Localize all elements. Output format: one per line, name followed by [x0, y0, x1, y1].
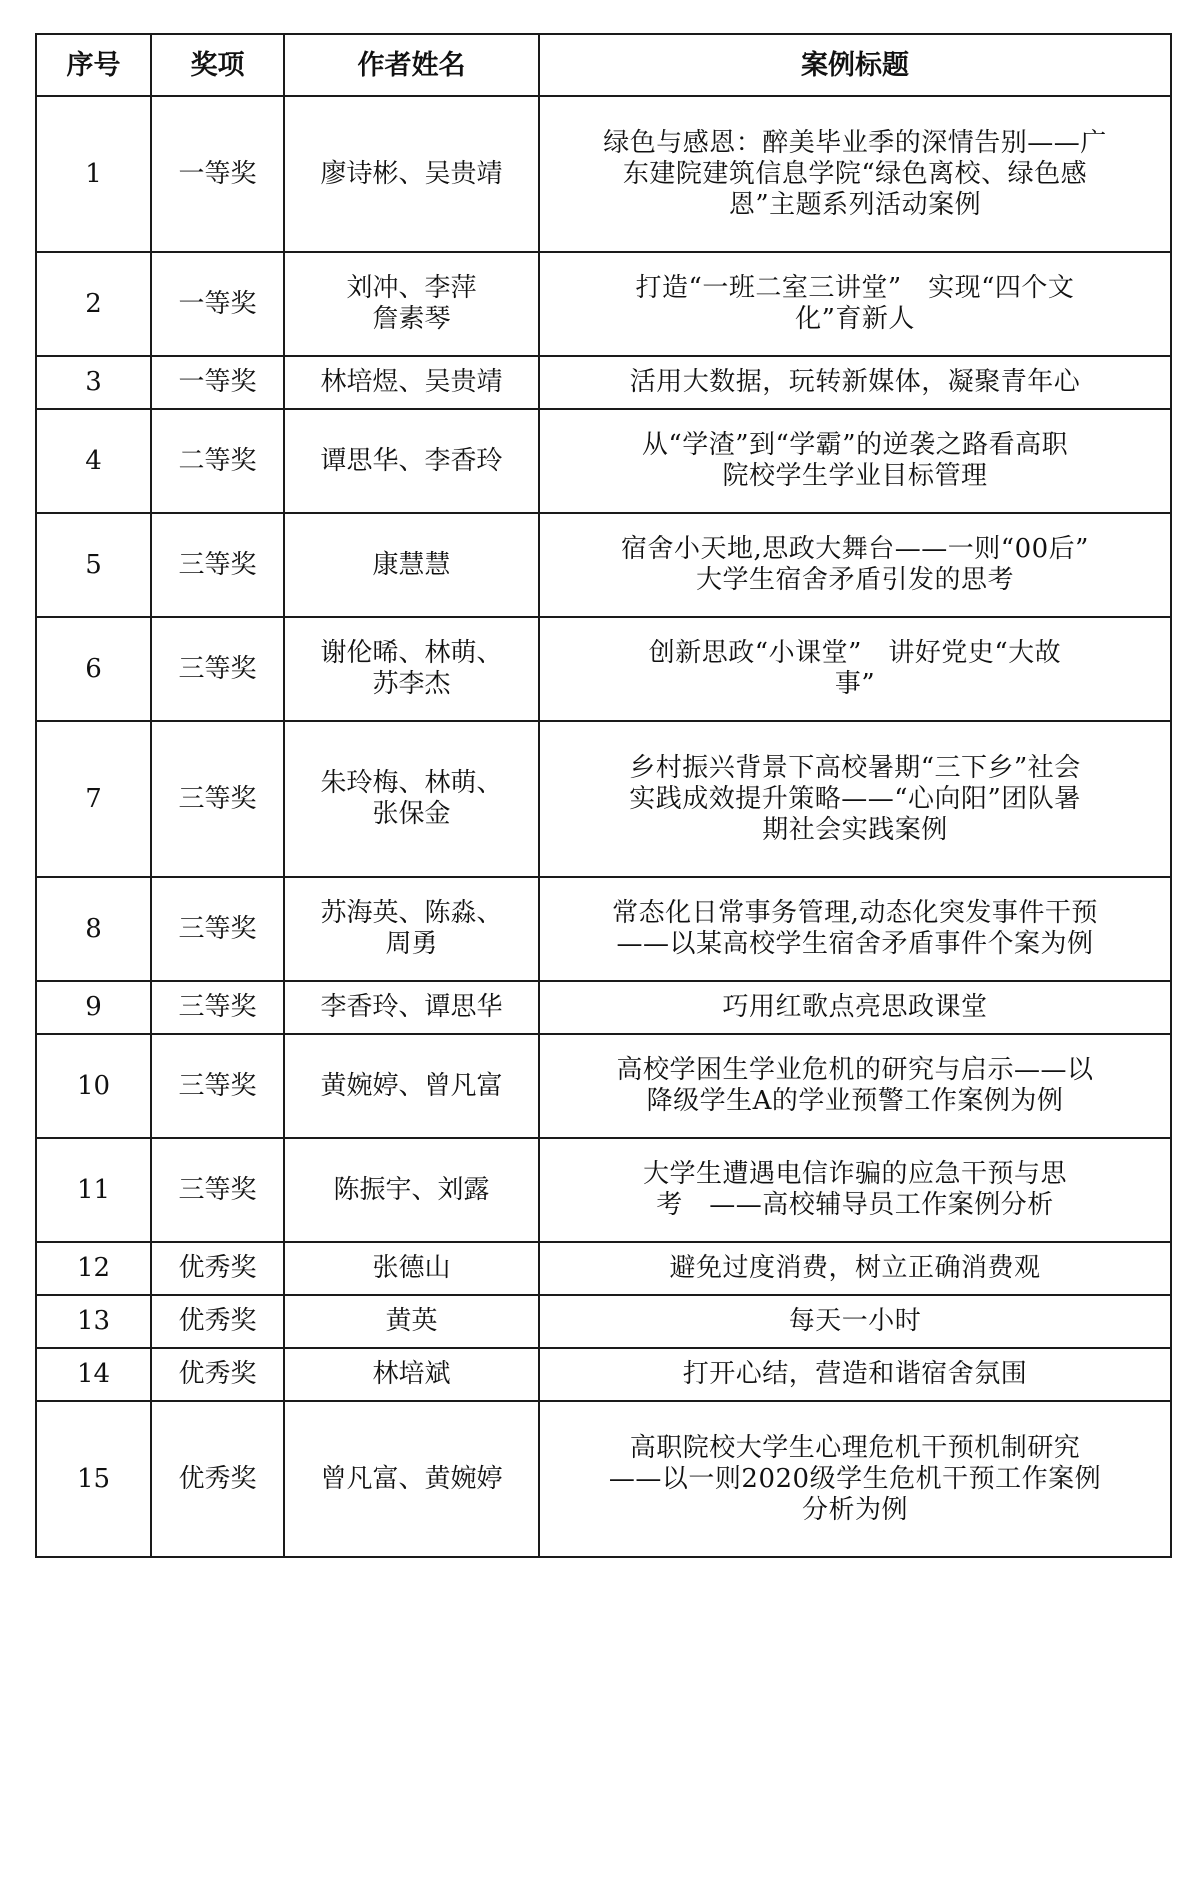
row-number: 3	[36, 356, 151, 409]
title-line: 大学生遭遇电信诈骗的应急干预与思	[642, 1159, 1067, 1189]
row-case-title	[539, 356, 1171, 409]
row-number: 14	[36, 1348, 151, 1401]
author-line: 谢伦晞、林萌、	[320, 638, 503, 668]
table-row	[36, 409, 1171, 513]
author-line: 张德山	[372, 1253, 451, 1283]
table-row	[36, 1034, 1171, 1138]
title-line: 东建院建筑信息学院“绿色离校、绿色感	[622, 158, 1088, 189]
row-award: 优秀奖	[151, 1348, 284, 1401]
header-number: 序号	[36, 34, 151, 96]
author-line: 曾凡富、黄婉婷	[320, 1463, 503, 1494]
title-line: 恩”主题系列活动案例	[728, 189, 982, 220]
row-number: 1	[36, 96, 151, 252]
title-line: 考 ——高校辅导员工作案例分析	[656, 1190, 1054, 1220]
row-number: 15	[36, 1401, 151, 1557]
title-line: ——以某高校学生宿舍矛盾事件个案为例	[616, 929, 1094, 959]
title-line: 每天一小时	[788, 1306, 922, 1336]
row-number: 12	[36, 1242, 151, 1295]
table-row	[36, 1295, 1171, 1348]
row-authors	[284, 981, 539, 1034]
author-line: 刘冲、李萍	[346, 273, 477, 303]
row-authors	[284, 96, 539, 252]
author-line: 陈振宇、刘露	[333, 1174, 490, 1205]
title-line: 打造“一班二室三讲堂” 实现“四个文	[635, 273, 1075, 303]
title-line: 实践成效提升策略——“心向阳”团队暑	[629, 783, 1081, 814]
row-case-title	[539, 252, 1171, 356]
row-authors	[284, 513, 539, 617]
row-authors	[284, 356, 539, 409]
row-case-title	[539, 1034, 1171, 1138]
title-line: 从“学渣”到“学霸”的逆袭之路看高职	[641, 430, 1069, 460]
row-case-title	[539, 981, 1171, 1034]
table-row	[36, 96, 1171, 252]
table-row	[36, 252, 1171, 356]
row-case-title	[539, 1242, 1171, 1295]
author-line: 李香玲、谭思华	[320, 992, 503, 1022]
row-number: 6	[36, 617, 151, 721]
title-line: 分析为例	[801, 1494, 908, 1525]
title-line: 巧用红歌点亮思政课堂	[722, 992, 988, 1022]
author-line: 周勇	[385, 929, 438, 959]
row-award: 三等奖	[151, 981, 284, 1034]
row-award: 一等奖	[151, 356, 284, 409]
row-authors	[284, 617, 539, 721]
title-line: 避免过度消费，树立正确消费观	[669, 1253, 1041, 1283]
title-line: 绿色与感恩：醉美毕业季的深情告别——广	[603, 127, 1107, 158]
row-award: 优秀奖	[151, 1295, 284, 1348]
title-line: 化”育新人	[795, 304, 915, 334]
table-row	[36, 617, 1171, 721]
row-number: 4	[36, 409, 151, 513]
row-authors	[284, 1348, 539, 1401]
row-number: 13	[36, 1295, 151, 1348]
row-case-title	[539, 1295, 1171, 1348]
row-award: 一等奖	[151, 96, 284, 252]
row-authors	[284, 877, 539, 981]
title-line: 高职院校大学生心理危机干预机制研究	[629, 1432, 1081, 1463]
row-case-title	[539, 1348, 1171, 1401]
table-row	[36, 1401, 1171, 1557]
row-case-title	[539, 617, 1171, 721]
row-case-title	[539, 721, 1171, 877]
header-row	[36, 34, 1171, 96]
row-award: 三等奖	[151, 617, 284, 721]
title-line: 期社会实践案例	[762, 814, 948, 845]
row-number: 7	[36, 721, 151, 877]
row-award: 三等奖	[151, 721, 284, 877]
row-number: 8	[36, 877, 151, 981]
author-line: 谭思华、李香玲	[320, 445, 503, 476]
header-case-title: 案例标题	[539, 34, 1171, 96]
header-award: 奖项	[151, 34, 284, 96]
author-line: 朱玲梅、林萌、	[320, 768, 503, 798]
author-line: 林培斌	[372, 1359, 451, 1389]
row-case-title	[539, 409, 1171, 513]
row-number: 11	[36, 1138, 151, 1242]
table-row	[36, 1242, 1171, 1295]
row-award: 三等奖	[151, 513, 284, 617]
row-number: 2	[36, 252, 151, 356]
row-number: 9	[36, 981, 151, 1034]
row-award: 优秀奖	[151, 1242, 284, 1295]
author-line: 廖诗彬、吴贵靖	[320, 158, 503, 189]
author-line: 张保金	[372, 799, 451, 829]
row-authors	[284, 1401, 539, 1557]
row-case-title	[539, 1138, 1171, 1242]
title-line: 创新思政“小课堂” 讲好党史“大故	[648, 638, 1062, 668]
row-award: 三等奖	[151, 877, 284, 981]
table-row	[36, 356, 1171, 409]
author-line: 苏海英、陈淼、	[320, 898, 503, 928]
row-case-title	[539, 513, 1171, 617]
author-line: 苏李杰	[372, 669, 451, 699]
row-number: 5	[36, 513, 151, 617]
row-authors	[284, 1295, 539, 1348]
row-case-title	[539, 877, 1171, 981]
author-line: 詹素琴	[372, 304, 451, 334]
title-line: 院校学生学业目标管理	[722, 461, 988, 491]
author-line: 黄婉婷、曾凡富	[320, 1070, 503, 1101]
table-row	[36, 513, 1171, 617]
row-authors	[284, 1034, 539, 1138]
row-award: 三等奖	[151, 1138, 284, 1242]
row-number: 10	[36, 1034, 151, 1138]
row-award: 一等奖	[151, 252, 284, 356]
table-row	[36, 1138, 1171, 1242]
title-line: 高校学困生学业危机的研究与启示——以	[616, 1055, 1094, 1085]
title-line: ——以一则2020级学生危机干预工作案例	[608, 1463, 1102, 1494]
row-authors	[284, 409, 539, 513]
title-line: 大学生宿舍矛盾引发的思考	[695, 565, 1014, 595]
author-line: 康慧慧	[372, 549, 451, 580]
header-authors: 作者姓名	[284, 34, 539, 96]
row-authors	[284, 1242, 539, 1295]
table-row	[36, 1348, 1171, 1401]
title-line: 降级学生A的学业预警工作案例为例	[646, 1086, 1064, 1116]
title-line: 宿舍小天地,思政大舞台——一则“00后”	[621, 534, 1089, 564]
author-line: 黄英	[385, 1306, 438, 1336]
title-line: 常态化日常事务管理,动态化突发事件干预	[612, 898, 1098, 928]
row-authors	[284, 721, 539, 877]
title-line: 打开心结，营造和谐宿舍氛围	[682, 1359, 1028, 1389]
row-award: 优秀奖	[151, 1401, 284, 1557]
row-authors	[284, 252, 539, 356]
row-award: 二等奖	[151, 409, 284, 513]
row-authors	[284, 1138, 539, 1242]
title-line: 活用大数据，玩转新媒体，凝聚青年心	[629, 367, 1081, 397]
table-row	[36, 877, 1171, 981]
row-case-title	[539, 96, 1171, 252]
row-award: 三等奖	[151, 1034, 284, 1138]
row-case-title	[539, 1401, 1171, 1557]
title-line: 乡村振兴背景下高校暑期“三下乡”社会	[629, 752, 1081, 783]
table-row	[36, 981, 1171, 1034]
title-line: 事”	[834, 669, 876, 699]
table-body	[36, 96, 1171, 1557]
awards-table	[35, 33, 1172, 1558]
table-row	[36, 721, 1171, 877]
author-line: 林培煜、吴贵靖	[320, 367, 503, 397]
